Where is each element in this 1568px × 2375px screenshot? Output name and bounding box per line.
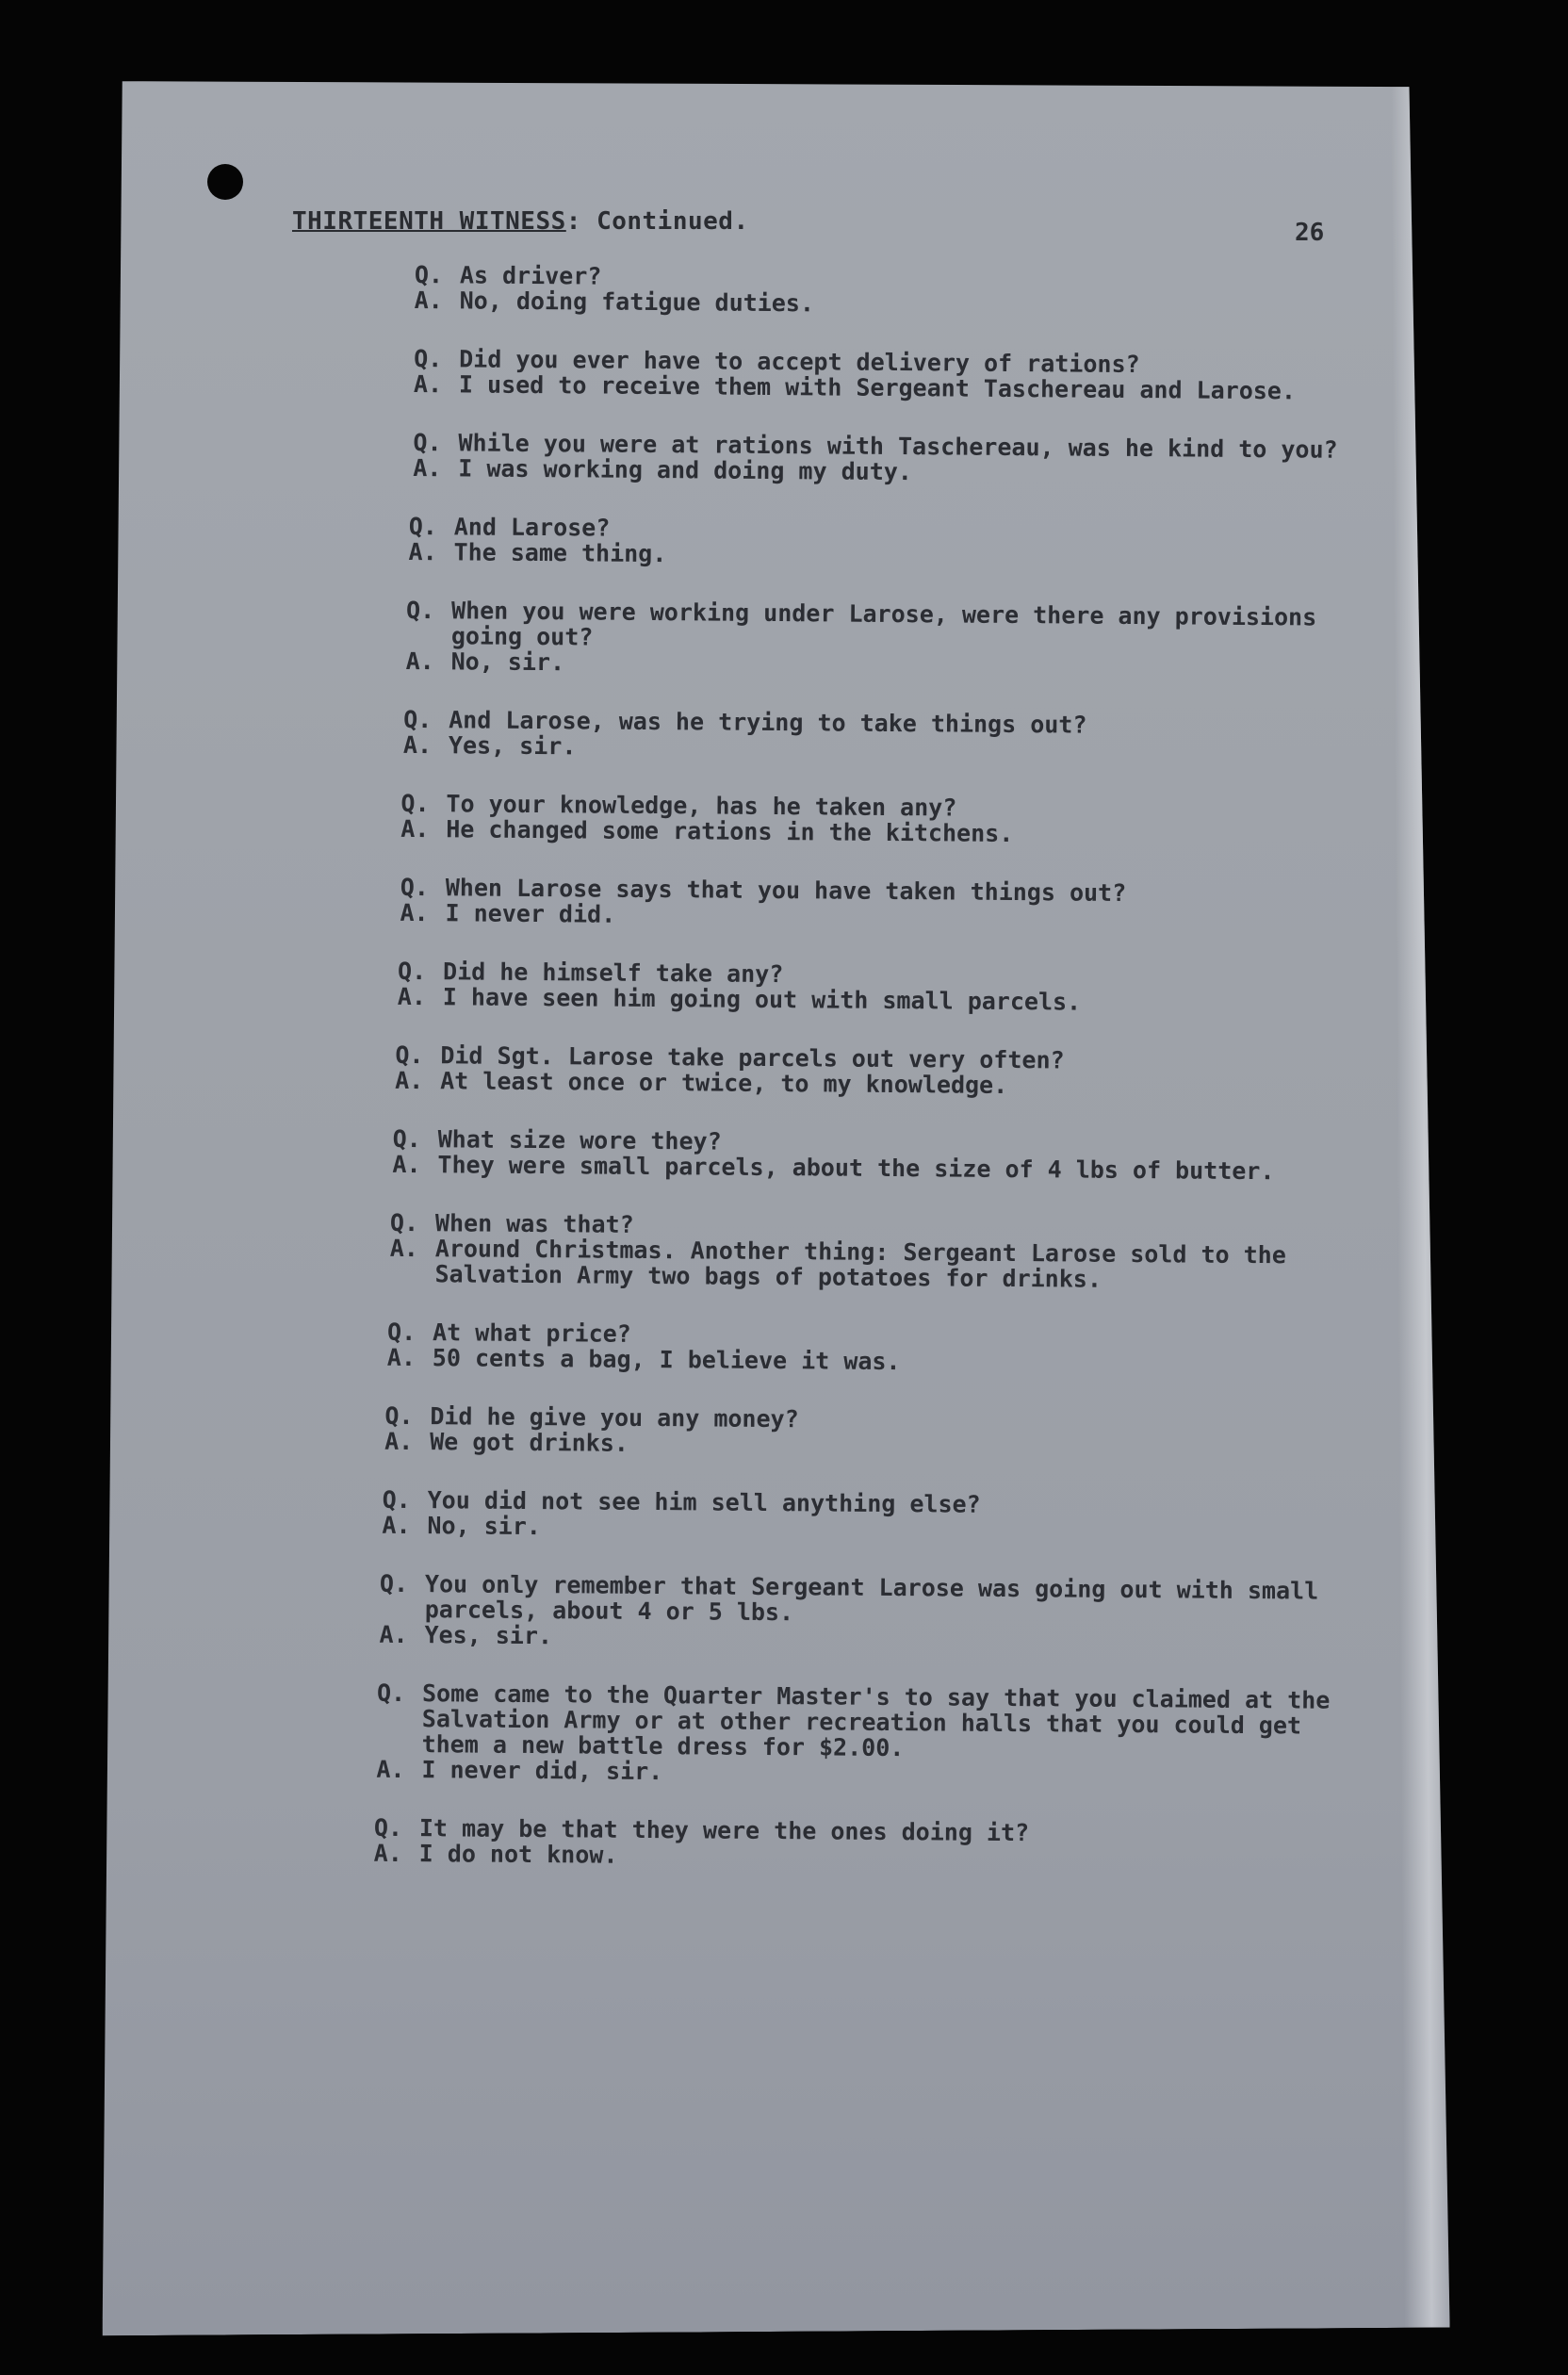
- page-number: 26: [1295, 219, 1325, 247]
- qa-exchange: [406, 598, 1374, 681]
- question-marker: Q.: [379, 1569, 409, 1597]
- answer-marker: A.: [392, 1150, 421, 1179]
- answer-text: At least once or twice, to my knowledge.: [440, 1067, 1008, 1099]
- answer-text: I never did, sir.: [421, 1756, 663, 1786]
- question-text: Did Sgt. Larose take parcels out very often?: [440, 1041, 1065, 1074]
- answer-marker: A.: [376, 1755, 405, 1783]
- answer-line: [392, 1152, 1368, 1185]
- qa-exchange: [403, 707, 1372, 765]
- qa-exchange: [392, 1126, 1368, 1185]
- question-marker: Q.: [413, 428, 442, 457]
- answer-marker: A.: [413, 453, 442, 483]
- qa-exchange: [382, 1487, 1365, 1546]
- answer-text: I was working and doing my duty.: [458, 454, 913, 486]
- question-text: It may be that they were the ones doing it?: [418, 1814, 1030, 1847]
- answer-marker: A.: [408, 537, 437, 566]
- answer-marker: A.: [386, 1343, 416, 1372]
- answer-marker: A.: [397, 982, 427, 1011]
- answer-text: They were small parcels, about the size of 4 lbs of butter.: [437, 1151, 1275, 1186]
- answer-text: I used to receive them with Sergeant Taschereau and Larose.: [458, 370, 1297, 405]
- question-marker: Q.: [392, 1124, 421, 1154]
- question-text: Did he give you any money?: [430, 1402, 799, 1433]
- answer-text: Yes, sir.: [448, 731, 577, 761]
- question-text: As driver?: [459, 261, 602, 290]
- qa-exchange: [384, 1403, 1366, 1462]
- answer-marker: A.: [389, 1234, 419, 1263]
- punch-hole: [207, 164, 243, 200]
- qa-exchange: [376, 1680, 1364, 1790]
- question-marker: Q.: [414, 344, 443, 373]
- question-text: What size wore they?: [437, 1125, 722, 1155]
- question-text: While you were at rations with Taschereau, was he kind to you?: [458, 429, 1338, 464]
- question-text: Did you ever have to accept delivery of rations?: [459, 345, 1140, 379]
- answer-line: [389, 1236, 1367, 1294]
- question-marker: Q.: [382, 1485, 411, 1515]
- question-text: At what price?: [432, 1319, 631, 1348]
- question-marker: Q.: [397, 957, 427, 986]
- qa-exchange: [408, 514, 1373, 572]
- answer-marker: A.: [414, 286, 443, 315]
- question-marker: Q.: [403, 705, 433, 734]
- question-text: You only remember that Sergeant Larose was going out with small parcels, about 4 or 5 lbs.: [424, 1570, 1319, 1627]
- qa-exchange: [395, 1042, 1369, 1101]
- qa-exchange: [398, 958, 1370, 1017]
- question-marker: Q.: [395, 1040, 424, 1070]
- answer-text: No, sir.: [427, 1512, 542, 1541]
- question-marker: Q.: [408, 512, 438, 541]
- question-text: When was that?: [434, 1209, 634, 1238]
- question-marker: Q.: [384, 1401, 414, 1431]
- page-header: [292, 207, 1338, 236]
- question-line: [406, 598, 1373, 656]
- answer-marker: A.: [400, 814, 430, 844]
- answer-text: Around Christmas. Another thing: Sergeant Larose sold to the Salvation Army two bags of potatoes for drinks.: [434, 1235, 1286, 1293]
- transcript-body: [373, 261, 1376, 1907]
- answer-text: We got drinks.: [430, 1428, 629, 1457]
- question-text: When you were working under Larose, were there any provisions going out?: [450, 597, 1317, 651]
- witness-heading: THIRTEENTH WITNESS: [292, 207, 566, 236]
- question-marker: Q.: [376, 1679, 406, 1707]
- answer-marker: A.: [384, 1427, 414, 1456]
- question-text: When Larose says that you have taken things out?: [445, 874, 1127, 907]
- answer-text: I have seen him going out with small parcels.: [442, 983, 1082, 1016]
- question-text: Some came to the Quarter Master's to say that you claimed at the Salvation Army or at other recreation halls that you could get them a new battle dress for $2.00.: [421, 1679, 1331, 1762]
- question-text: You did not see him sell anything else?: [427, 1486, 981, 1518]
- question-marker: Q.: [400, 789, 430, 818]
- question-marker: Q.: [414, 261, 444, 289]
- answer-marker: A.: [382, 1511, 411, 1540]
- question-line: [377, 1680, 1365, 1764]
- question-marker: Q.: [389, 1208, 419, 1237]
- question-text: And Larose, was he trying to take things out?: [449, 706, 1087, 739]
- qa-exchange: [415, 262, 1376, 320]
- question-marker: Q.: [386, 1318, 416, 1347]
- qa-exchange: [389, 1210, 1368, 1294]
- answer-marker: A.: [395, 1066, 424, 1095]
- qa-exchange: [400, 791, 1371, 849]
- answer-text: Yes, sir.: [424, 1621, 553, 1650]
- question-text: To your knowledge, has he taken any?: [446, 790, 957, 822]
- question-text: Did he himself take any?: [442, 958, 784, 989]
- answer-text: I never did.: [445, 899, 616, 928]
- answer-marker: A.: [400, 898, 429, 927]
- qa-exchange: [379, 1571, 1365, 1655]
- answer-text: He changed some rations in the kitchens.: [446, 815, 1014, 848]
- answer-marker: A.: [405, 647, 434, 676]
- question-marker: Q.: [400, 873, 430, 902]
- answer-marker: A.: [373, 1839, 402, 1867]
- question-line: [380, 1571, 1365, 1630]
- qa-exchange: [414, 346, 1375, 404]
- qa-exchange: [400, 875, 1370, 933]
- witness-heading-suffix: : Continued.: [565, 207, 749, 236]
- qa-exchange: [374, 1815, 1364, 1874]
- question-marker: Q.: [373, 1813, 403, 1842]
- qa-exchange: [413, 430, 1374, 488]
- question-text: And Larose?: [453, 513, 611, 542]
- answer-text: No, sir.: [450, 647, 565, 677]
- answer-text: 50 cents a bag, I believe it was.: [432, 1344, 901, 1376]
- answer-line: [414, 371, 1375, 404]
- question-marker: Q.: [405, 596, 435, 625]
- answer-marker: A.: [402, 730, 433, 760]
- answer-marker: A.: [379, 1620, 408, 1648]
- qa-exchange: [387, 1319, 1367, 1378]
- answer-text: The same thing.: [453, 538, 667, 568]
- answer-marker: A.: [413, 369, 443, 399]
- answer-text: I do not know.: [418, 1840, 618, 1869]
- answer-text: No, doing fatigue duties.: [459, 287, 815, 318]
